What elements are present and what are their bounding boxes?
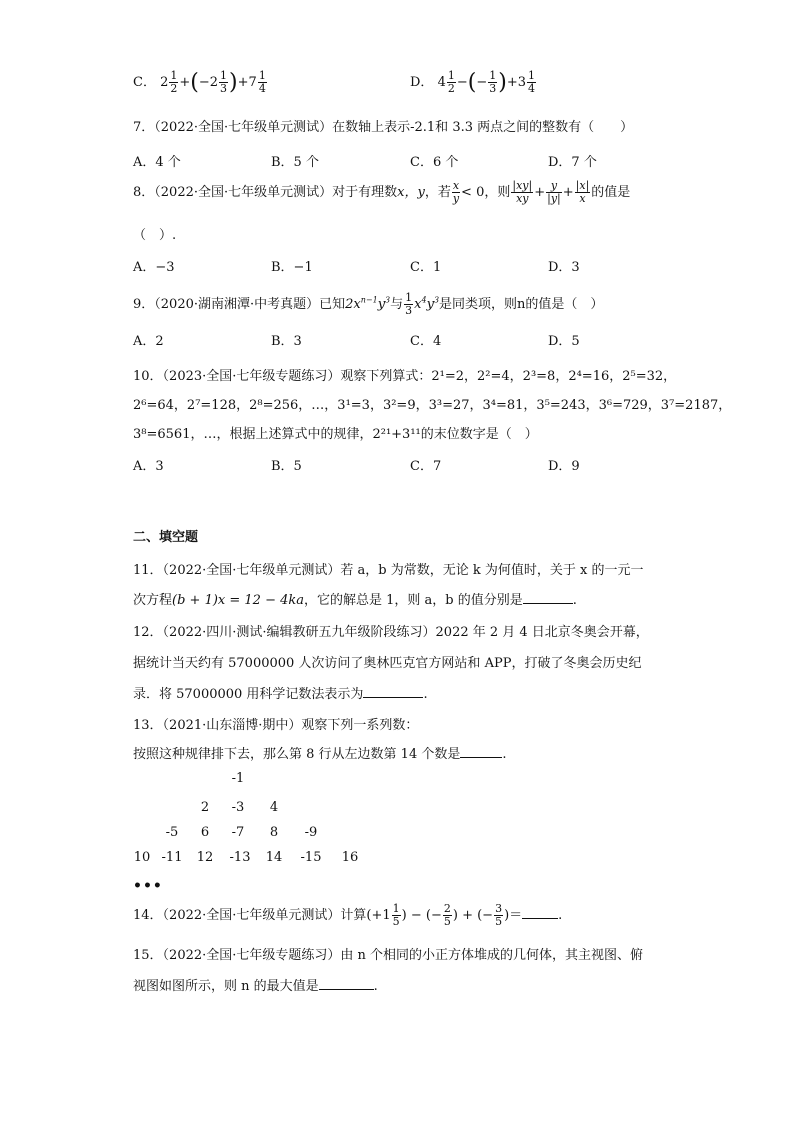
fraction: $\frac{1}{4}$: [258, 69, 266, 95]
paren-close: ): [498, 70, 507, 95]
triangle-number: 14: [265, 850, 283, 865]
q12-text-pre: 录．将 57000000 用科学记数法表示为: [133, 687, 364, 702]
q13-question-line1: 13．（2021·山东淄博·期中）观察下列一系列数：: [133, 718, 419, 733]
q8-text-mid2: ，则: [484, 185, 511, 200]
triangle-number: 4: [269, 800, 279, 815]
fraction: $\frac{1}{4}$: [528, 69, 536, 95]
q9-term-b: $x^4y^3$: [414, 295, 440, 312]
q10-question-line2: 2⁶=64，2⁷=128，2⁸=256，…，3¹=3，3²=9，3³=27，3⁴=81，3⁵=243，3⁶=729，3⁷=2187，: [133, 398, 732, 413]
q9-text-post: 是同类项，则n的值是（ ）: [439, 297, 604, 312]
fraction: $\frac{1}{5}$: [392, 902, 400, 928]
q9-text-pre: 9．（2020·湖南湘潭·中考真题）已知: [133, 297, 346, 312]
mixed-number-whole: 7: [248, 75, 257, 90]
fraction: $\frac{1}{3}$: [489, 69, 497, 95]
q13-text-end: .: [502, 747, 507, 762]
triangle-number: 10: [133, 850, 151, 865]
mixed-number-whole: 4: [437, 75, 446, 90]
q7-option-d: D．7 个: [548, 155, 597, 170]
q11-text-pre: 次方程: [133, 593, 173, 608]
triangle-number: -3: [231, 800, 245, 815]
option-label: C．: [133, 75, 156, 90]
q13-text-pre: 按照这种规律排下去，那么第 8 行从左边数第 14 个数是: [133, 747, 461, 762]
q8-option-d: D．3: [548, 260, 580, 275]
q8-option-b: B．−1: [271, 260, 313, 275]
q8-text-post: 的值是: [591, 185, 631, 200]
triangle-number: -5: [165, 825, 179, 840]
q10-option-a: A．3: [133, 459, 164, 474]
triangle-number: -11: [161, 850, 183, 865]
q6-option-c: C． 2 $\frac{1}{2}$ +(−2 $\frac{1}{3}$ )+7 $\frac{1}{4}$: [133, 69, 266, 95]
paren-open: (: [467, 70, 477, 95]
q9-option-a: A．2: [133, 334, 164, 349]
q10-option-b: B．5: [271, 459, 302, 474]
answer-blank[interactable]: [319, 977, 374, 990]
q9-option-b: B．3: [271, 334, 302, 349]
q13-question-line2: [133, 743, 506, 762]
fraction: $\frac{3}{5}$: [495, 902, 503, 928]
triangle-number: 6: [200, 825, 210, 840]
paren-open: (: [190, 70, 199, 95]
q8-vars: x，y: [397, 185, 425, 200]
q14-text-end: .: [558, 908, 563, 923]
q12-question-line1: 12．（2022·四川·测试·编辑教研五九年级阶段练习）2022 年 2 月 4 日北京冬奥会开幕，: [133, 625, 649, 640]
q7-option-b: B．5 个: [271, 155, 319, 170]
q6-option-d: D． 4 $\frac{1}{2}$ −(− $\frac{1}{3}$ )+3 $\frac{1}{4}$: [410, 69, 536, 95]
q8-text-mid: ，若: [424, 185, 451, 200]
triangle-number: -13: [229, 850, 251, 865]
triangle-number: 2: [200, 800, 210, 815]
q7-option-a: A．4 个: [133, 155, 181, 170]
q8-text-pre: 8．（2022·全国·七年级单元测试）对于有理数: [133, 185, 398, 200]
q12-text-end: .: [423, 687, 428, 702]
q9-option-d: D．5: [548, 334, 580, 349]
mixed-number-whole: 3: [517, 75, 527, 90]
q15-question-line2: [133, 975, 378, 994]
q8-option-a: A．−3: [133, 260, 175, 275]
triangle-number: 12: [196, 850, 214, 865]
fraction: $\frac{y}{|y|}$: [547, 179, 561, 205]
paren-close: ): [229, 70, 238, 95]
q11-text-end: .: [572, 593, 577, 608]
answer-blank[interactable]: [523, 591, 573, 604]
q15-text-pre: 视图如图所示，则 n 的最大值是: [133, 979, 319, 994]
mixed-number-whole: 2: [160, 75, 169, 90]
q12-question-line3: [133, 683, 428, 702]
q10-question-line3: 3⁸=6561，…，根据上述算式中的规律，2²¹+3¹¹的末位数字是（ ）: [133, 427, 538, 442]
q12-question-line2: 据统计当天约有 57000000 人次访问了奥林匹克官方网站和 APP，打破了冬奥会历史纪: [133, 656, 642, 671]
q11-equation: (b + 1)x = 12 − 4ka: [172, 593, 304, 608]
continuation-dots: •••: [133, 878, 163, 894]
fraction: $\frac{|x|}{x}$: [575, 179, 590, 205]
q8-question-line2: （ ）.: [133, 228, 177, 243]
fraction: $\frac{1}{2}$: [170, 69, 178, 95]
q8-option-c: C．1: [410, 260, 442, 275]
q14-text-pre: 14．（2022·全国·七年级单元测试）计算: [133, 908, 367, 923]
q11-question-line1: 11．（2022·全国·七年级单元测试）若 a，b 为常数，无论 k 为何值时，关于 x 的一元一: [133, 563, 644, 578]
q9-option-c: C．4: [410, 334, 442, 349]
fraction: $\frac{x}{y}$: [452, 179, 460, 205]
q9-question: [133, 292, 603, 317]
fraction: $\frac{1}{2}$: [447, 69, 455, 95]
fraction: $\frac{|xy|}{xy}$: [512, 179, 533, 205]
fraction: $\frac{2}{5}$: [443, 902, 451, 928]
answer-blank[interactable]: [522, 906, 558, 919]
q9-term-a: $2x^{n-1}y^3$: [345, 295, 391, 312]
q14-equals: ＝: [509, 908, 523, 923]
q14-question: 14．（2022·全国·七年级单元测试）计算(+1 $\frac{1}{5}$ ) − (− $\frac{2}{5}$ ) + (− $\frac{3}{5}$ )＝ .: [133, 902, 563, 928]
q10-option-c: C．7: [410, 459, 442, 474]
answer-blank[interactable]: [363, 685, 423, 698]
section-heading: 二、填空题: [133, 530, 199, 545]
triangle-number: -7: [231, 825, 245, 840]
fraction: $\frac{1}{3}$: [405, 291, 413, 317]
triangle-number: 16: [341, 850, 359, 865]
triangle-number: 8: [269, 825, 279, 840]
triangle-number: -9: [304, 825, 318, 840]
triangle-number: -1: [231, 771, 245, 786]
q15-text-end: .: [373, 979, 378, 994]
q15-question-line1: 15．（2022·全国·七年级专题练习）由 n 个相同的小正方体堆成的几何体，其主视图、俯: [133, 948, 644, 963]
q11-text-post: ，它的解总是 1，则 a，b 的值分别是: [304, 593, 523, 608]
q7-question: 7．（2022·全国·七年级单元测试）在数轴上表示-2.1和 3.3 两点之间的整数有（ ）: [133, 120, 634, 135]
q9-text-mid: 与: [390, 297, 404, 312]
q8-question: 8．（2022·全国·七年级单元测试）对于有理数x，y，若 $\frac{x}{y}$ < 0，则 $\frac{|xy|}{xy}$ + $\frac{y}{|y|}$ + $\frac{|x|}{x}$ 的值是: [133, 179, 631, 205]
option-label: D．: [410, 75, 434, 90]
q11-question-line2: [133, 589, 577, 608]
fraction: $\frac{1}{3}$: [220, 69, 228, 95]
q7-option-c: C．6 个: [410, 155, 459, 170]
q10-option-d: D．9: [548, 459, 580, 474]
triangle-number: -15: [300, 850, 322, 865]
answer-blank[interactable]: [460, 745, 502, 758]
mixed-number-whole: −2: [198, 75, 219, 90]
q10-question-line1: 10．（2023·全国·七年级专题练习）观察下列算式：2¹=2，2²=4，2³=8，2⁴=16，2⁵=32，: [133, 369, 677, 384]
